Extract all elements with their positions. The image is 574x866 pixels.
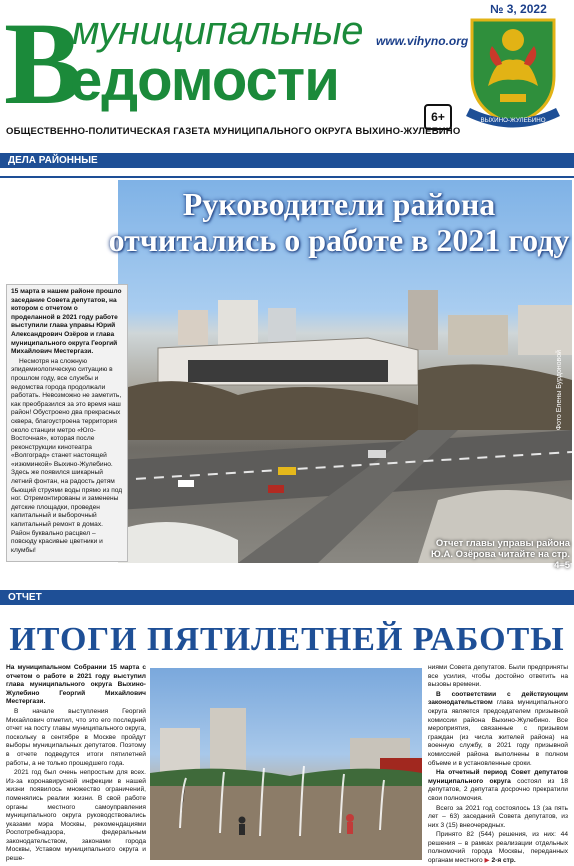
continue-arrow-icon: ▶ <box>484 857 490 865</box>
report-paragraph: 2021 год был очень непростым для всех. Из-за коронавирусной инфекции в нашей жизни появилось множество ограничений, поменялись реалии жизни. В свой работе органы местного самоуправления муниципального округа руководствовались указами мэра Москвы, рекомендациями Роспотребнадзора, федеральным законодательством, законами города Москвы, Уставом муниципального округа и реше- <box>6 769 146 863</box>
report-headline: ИТОГИ ПЯТИЛЕТНЕЙ РАБОТЫ <box>9 621 565 658</box>
masthead-big-letter: В <box>4 0 83 129</box>
crest-label: ВЫХИНО-ЖУЛЕБИНО <box>480 117 546 124</box>
hero-headline-line1: Руководители района <box>182 186 496 222</box>
issue-number: № 3, 2022 <box>490 2 547 16</box>
hero-headline-line2: отчитались о работе в 2021 году <box>108 222 570 258</box>
photo-caption-line1: Отчет главы управы района <box>435 538 570 549</box>
fountain-photo <box>150 668 422 860</box>
photo-caption <box>430 538 570 571</box>
fountain-photo-illustration <box>150 668 422 860</box>
continued-on-page[interactable]: 2-я стр. <box>491 857 516 865</box>
report-paragraph: В начале выступления Георгий Михайлович отметил, что это его последний отчет на посту главы муниципального округа, поскольку в сентябре в Москве пройдут выборы муниципальных депутатов. Поэтому в отчете подведутся итоги пятилетней работы, а не только прошедшего года. <box>6 707 146 767</box>
lead-article-intro: 15 марта в нашем районе прошло заседание Совета депутатов, на котором с отчетом о проделанной в 2021 году работе выступили глава управы Юрий Александрович Озёров и глава муниципального округа Георгий Михайлович Местергази. <box>11 288 122 356</box>
lead-article-box <box>6 284 128 562</box>
report-paragraph: Принято 82 (544) решения, из них: 44 решения – в рамках реализации отдельных полномочий города Москвы, переданных органам местного <box>428 831 568 865</box>
masthead-title-top: муниципальные <box>72 9 363 53</box>
report-subhead: В соответствии с действующим законодательством <box>428 690 568 707</box>
report-column-3 <box>428 664 569 865</box>
age-rating-badge: 6+ <box>424 104 452 130</box>
report-paragraph: глава муниципального округа является председателем призывной комиссии района Выхино-Жулебино. Все мероприятия, связанные с призывом граждан (из числа жителей района) на военную службу, в 2021 году призывной комиссией района выполнены в полном объеме и в установленные сроки. <box>428 699 568 767</box>
report-lead: На муниципальном Собрании 15 марта с отчетом о работе в 2021 году выступил глава муниципального округа Выхино-Жулебино Георгий Михайлович Местергази. <box>6 664 146 706</box>
photo-caption-line2[interactable]: Ю.А. Озёрова читайте на стр. 4–5 <box>431 549 570 571</box>
hero-headline <box>106 186 572 258</box>
section-label-district: ДЕЛА РАЙОННЫЕ <box>0 153 574 168</box>
district-coat-of-arms-icon <box>466 16 560 128</box>
newspaper-tagline: ОБЩЕСТВЕННО-ПОЛИТИЧЕСКАЯ ГАЗЕТА МУНИЦИПАЛЬНОГО ОКРУГА ВЫХИНО-ЖУЛЕБИНО <box>6 126 461 137</box>
photo-credit: Фото Елены Бурдоновой <box>556 350 563 431</box>
lead-article-body: Несмотря на сложную эпидемиологическую ситуацию в прошлом году, все службы и ведомства города продолжали работать. Невозможно не заметить, как преобразился за это время наш район! Обустроено два прекрасных сквера, благоустроена территория около станции метро «Юго-Восточная», которая после реконструкции кинотеатра «Волгоград» станет настоящей «изюминкой» Выхино-Жулебино. Здесь же появился шикарный летний фонтан, на радость детям бьющий струями воды прямо из под ног. Отремонтированы и заменены детские площадки, проведен капитальный и выборочный капитальный ремонт в домах. Район буквально расцвел – повсюду красивые цветники и клумбы! <box>11 357 123 554</box>
masthead-title-main: едомости <box>70 48 339 113</box>
report-paragraph: состоял из 18 депутатов, 2 депутата досрочно прекратили свои полномочия. <box>428 777 569 802</box>
report-paragraph: ниями Совета депутатов. Были предприняты все усилия, чтобы достойно ответить на вызовы времени. <box>428 664 568 689</box>
website-link[interactable]: www.vihyno.org <box>376 34 469 48</box>
report-column-1 <box>6 664 146 863</box>
section-label-report: ОТЧЕТ <box>0 590 574 605</box>
report-subhead: На отчетный период Совет депутатов муниципального округа <box>428 769 568 785</box>
report-paragraph: Всего за 2021 год состоялось 13 (за пять лет – 63) заседаний Совета депутатов, из них 3 (15) внеочередных. <box>428 804 568 829</box>
section-divider <box>0 176 574 178</box>
